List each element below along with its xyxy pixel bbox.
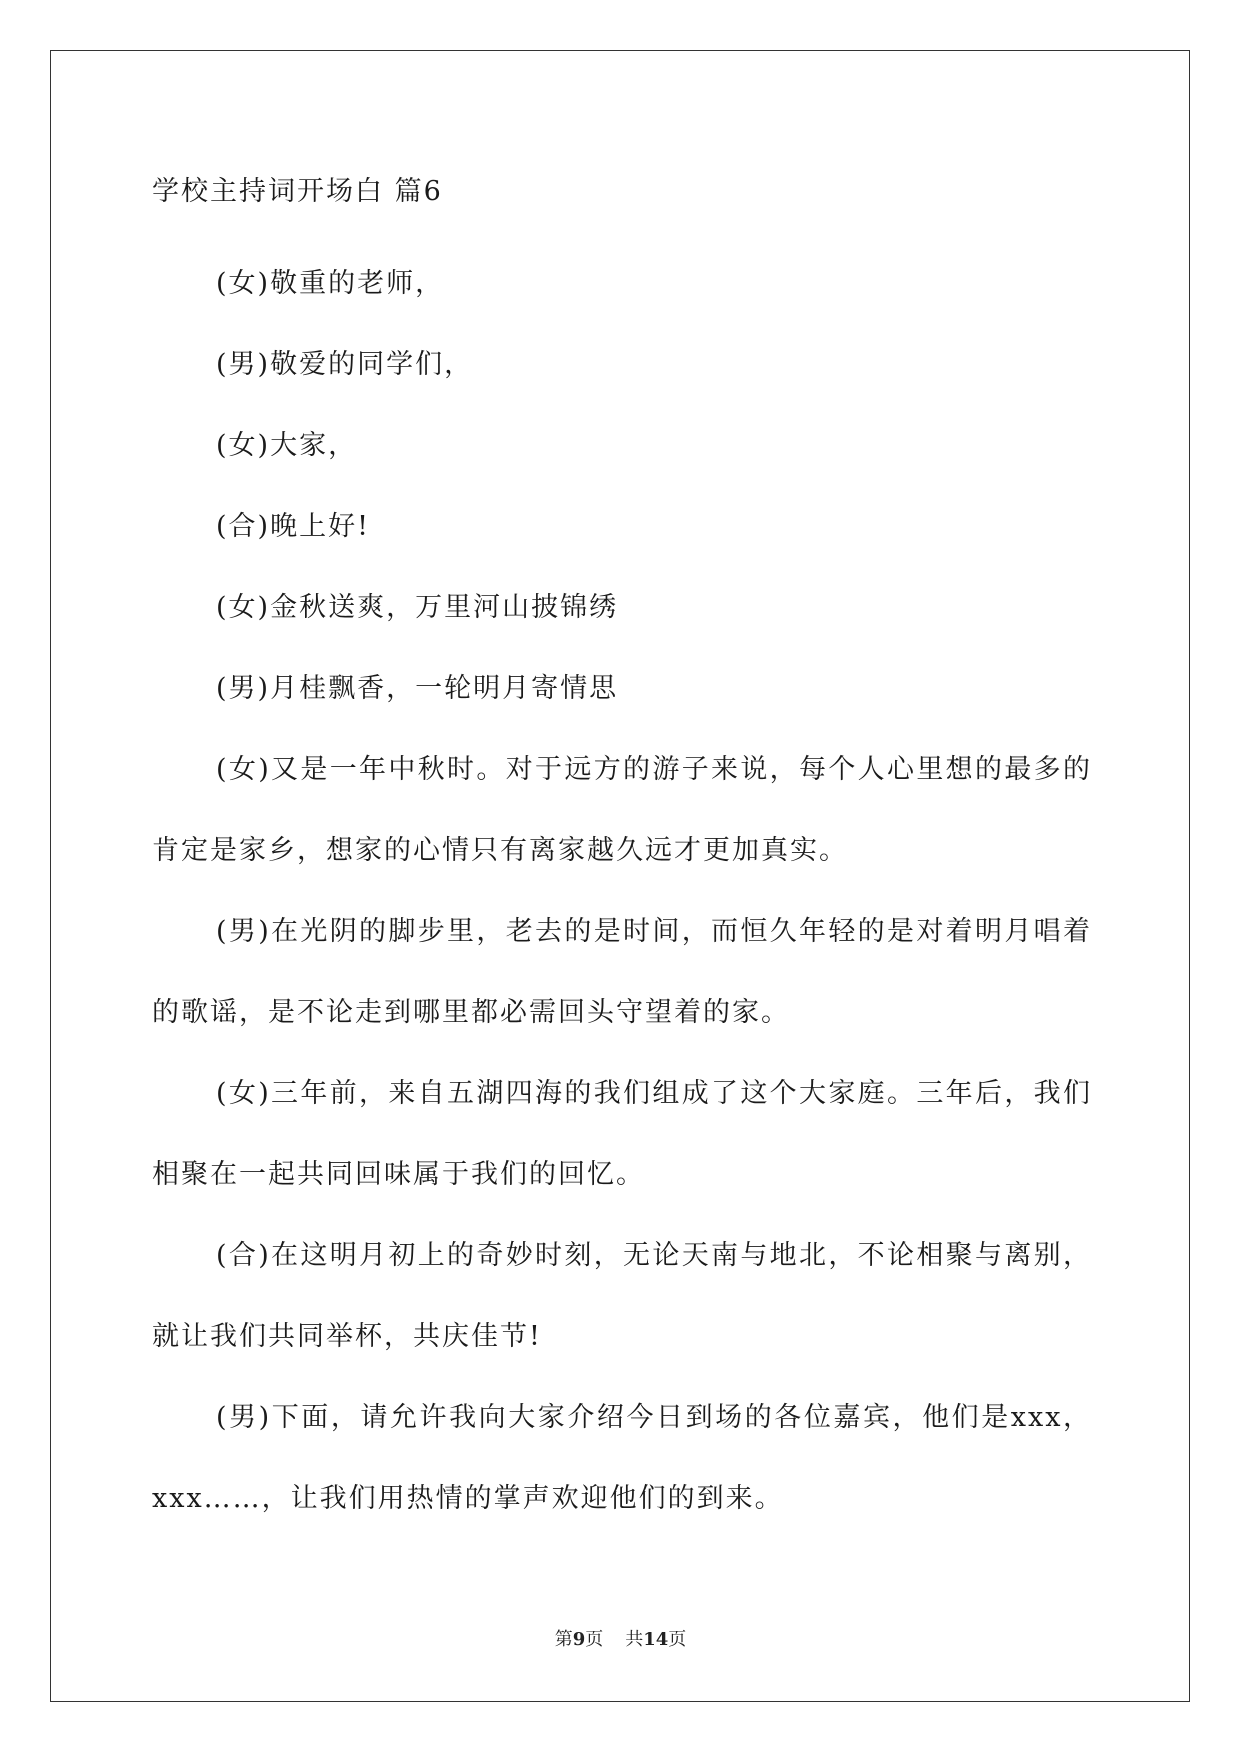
document-body — [152, 162, 1092, 1539]
paragraph: (女)又是一年中秋时。对于远方的游子来说，每个人心里想的最多的肯定是家乡，想家的心情只有离家越久远才更加真实。 — [152, 754, 1092, 866]
paragraph: (合)晚上好! — [216, 511, 370, 542]
paragraph: (合)在这明月初上的奇妙时刻，无论天南与地北，不论相聚与离别，就让我们共同举杯，共庆佳节! — [152, 1240, 1092, 1352]
page-footer — [0, 1625, 1241, 1651]
paragraph: (女)敬重的老师， — [216, 268, 445, 299]
paragraph: (男)敬爱的同学们， — [216, 349, 474, 380]
paragraph: (男)下面，请允许我向大家介绍今日到场的各位嘉宾，他们是xxx，xxx……，让我们用热情的掌声欢迎他们的到来。 — [152, 1402, 1092, 1514]
paragraph: (男)月桂飘香，一轮明月寄情思 — [216, 673, 619, 704]
paragraph: (女)金秋送爽，万里河山披锦绣 — [216, 592, 619, 623]
total-pages: 14 — [643, 1629, 669, 1650]
total-prefix: 共 — [625, 1629, 644, 1650]
paragraph: (男)在光阴的脚步里，老去的是时间，而恒久年轻的是对着明月唱着的歌谣，是不论走到哪里都必需回头守望着的家。 — [152, 916, 1092, 1028]
document-title: 学校主持词开场白 篇6 — [152, 176, 443, 207]
paragraph: (女)三年前，来自五湖四海的我们组成了这个大家庭。三年后，我们相聚在一起共同回味属于我们的回忆。 — [152, 1078, 1092, 1190]
total-suffix: 页 — [668, 1629, 687, 1650]
page-number: 9 — [572, 1629, 586, 1650]
page-prefix: 第 — [554, 1629, 573, 1650]
paragraph: (女)大家， — [216, 430, 358, 461]
page-suffix: 页 — [585, 1629, 604, 1650]
